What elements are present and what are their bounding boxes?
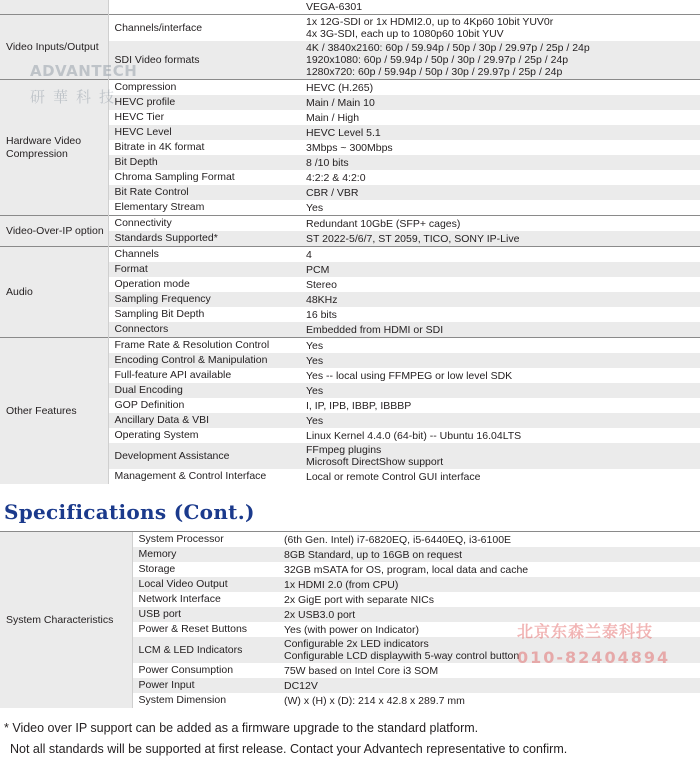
spec-value-line: 4 [306, 248, 312, 261]
spec-value-line: 1x 12G-SDI or 1x HDMI2.0, up to 4Kp60 10bit YUV0r [306, 16, 554, 28]
spec-label: Frame Rate & Resolution Control [108, 338, 302, 354]
spec-label: System Processor [132, 532, 280, 547]
spec-label: Sampling Bit Depth [108, 307, 302, 322]
spec-value-line: Redundant 10GbE (SFP+ cages) [306, 217, 461, 230]
spec-value-line: Configurable 2x LED indicators [284, 638, 429, 650]
spec-value [280, 562, 700, 577]
spec-value-line: 2x GigE port with separate NICs [284, 593, 434, 606]
spec-category [0, 0, 108, 15]
spec-label: Operating System [108, 428, 302, 443]
logo-chinese-text: 研華科技 [30, 88, 123, 106]
spec-value [280, 547, 700, 562]
spec-value [302, 322, 700, 338]
spec-value-line: 8GB Standard, up to 16GB on request [284, 548, 463, 561]
spec-value-line: 32GB mSATA for OS, program, local data and cache [284, 563, 529, 576]
spec-table-system-body [0, 532, 700, 708]
spec-row [0, 532, 700, 547]
spec-label: Bit Depth [108, 155, 302, 170]
spec-value [302, 170, 700, 185]
spec-category: Video Inputs/Output [0, 15, 108, 80]
spec-value [302, 353, 700, 368]
spec-value [280, 607, 700, 622]
spec-value [280, 577, 700, 592]
spec-value [302, 277, 700, 292]
spec-value [302, 110, 700, 125]
spec-category: Video-Over-IP option [0, 216, 108, 247]
spec-value-line: (6th Gen. Intel) i7-6820EQ, i5-6440EQ, i3-6100E [284, 533, 512, 546]
spec-value [302, 125, 700, 140]
spec-value-line: FFmpeg plugins [306, 444, 382, 456]
spec-value [302, 185, 700, 200]
spec-value [302, 307, 700, 322]
spec-label: Sampling Frequency [108, 292, 302, 307]
spec-value-line: 1920x1080: 60p / 59.94p / 50p / 30p / 29.97p / 25p / 24p [306, 54, 569, 66]
spec-value-line: 4:2:2 & 4:2:0 [306, 171, 366, 184]
spec-label: Management & Control Interface [108, 469, 302, 484]
spec-value [302, 80, 700, 96]
spec-category: System Characteristics [0, 532, 132, 708]
footnote-line-1: * Video over IP support can be added as a firmware upgrade to the standard platform. [4, 721, 479, 735]
spec-value [302, 338, 700, 354]
spec-label: Bit Rate Control [108, 185, 302, 200]
spec-value-line: Microsoft DirectShow support [306, 456, 444, 468]
spec-value-line: Main / High [306, 111, 360, 124]
spec-value-line: Yes [306, 339, 324, 352]
spec-value-line: Stereo [306, 278, 337, 291]
spec-row [0, 80, 700, 96]
spec-value-line: Local or remote Control GUI interface [306, 470, 481, 483]
spec-value-line: 8 /10 bits [306, 156, 349, 169]
spec-value-line: VEGA-6301 [306, 1, 363, 13]
spec-label: Power Consumption [132, 663, 280, 678]
section-title: Specifications (Cont.) [4, 500, 255, 524]
spec-category: Other Features [0, 338, 108, 485]
spec-value [302, 292, 700, 307]
spec-value [302, 41, 700, 80]
spec-label: LCM & LED Indicators [132, 637, 280, 663]
spec-value [280, 663, 700, 678]
spec-value-line: Embedded from HDMI or SDI [306, 323, 444, 336]
spec-value-line: 1280x720: 60p / 59.94p / 50p / 30p / 29.97p / 25p / 24p [306, 66, 563, 78]
spec-value-line: 16 bits [306, 308, 337, 321]
spec-label: Power & Reset Buttons [132, 622, 280, 637]
spec-value [302, 216, 700, 232]
spec-value-line: Yes [306, 354, 324, 367]
spec-label: Operation mode [108, 277, 302, 292]
spec-label: Power Input [132, 678, 280, 693]
spec-value-line: Yes [306, 414, 324, 427]
spec-value-line: 2x USB3.0 port [284, 608, 356, 621]
spec-value [302, 200, 700, 216]
spec-value-line: HEVC Level 5.1 [306, 126, 381, 139]
spec-label: Ancillary Data & VBI [108, 413, 302, 428]
spec-value [302, 469, 700, 484]
spec-value-line: Yes (with power on Indicator) [284, 623, 420, 636]
spec-value [280, 678, 700, 693]
spec-value [302, 262, 700, 277]
spec-value-line: Linux Kernel 4.4.0 (64-bit) -- Ubuntu 16.04LTS [306, 429, 522, 442]
spec-value-line: 4K / 3840x2160: 60p / 59.94p / 50p / 30p / 29.97p / 25p / 24p [306, 42, 590, 54]
spec-value-line: HEVC (H.265) [306, 81, 374, 94]
spec-value-line: 1x HDMI 2.0 (from CPU) [284, 578, 399, 591]
spec-label: Elementary Stream [108, 200, 302, 216]
spec-value-line: 3Mbps ~ 300Mbps [306, 141, 393, 154]
spec-row [0, 338, 700, 354]
watermark-phone: 010-82404894 [517, 648, 671, 667]
spec-category: Audio [0, 247, 108, 338]
spec-value [302, 15, 700, 42]
spec-label: Memory [132, 547, 280, 562]
spec-label: Storage [132, 562, 280, 577]
spec-value-line: PCM [306, 263, 330, 276]
spec-label: Bitrate in 4K format [108, 140, 302, 155]
spec-value [280, 693, 700, 708]
spec-label: Network Interface [132, 592, 280, 607]
spec-label: GOP Definition [108, 398, 302, 413]
spec-label: Local Video Output [132, 577, 280, 592]
spec-value-line: CBR / VBR [306, 186, 359, 199]
spec-value [302, 383, 700, 398]
watermark-company: 北京东森兰泰科技 [517, 622, 654, 641]
spec-value [302, 140, 700, 155]
spec-value-line: Main / Main 10 [306, 96, 375, 109]
spec-value [302, 428, 700, 443]
logo-text: ADVANTECH [30, 62, 138, 80]
spec-value [280, 532, 700, 547]
spec-label: Format [108, 262, 302, 277]
spec-value-line: 48KHz [306, 293, 338, 306]
spec-value-line: 4x 3G-SDI, each up to 1080p60 10bit YUV [306, 28, 504, 40]
spec-value [302, 247, 700, 263]
spec-label: Channels [108, 247, 302, 263]
spec-label: SDI Video formats [108, 41, 302, 80]
footnote-line-2: Not all standards will be supported at first release. Contact your Advantech representative to confirm. [10, 742, 568, 756]
spec-value-line: Yes -- local using FFMPEG or low level SDK [306, 369, 513, 382]
spec-value [302, 0, 700, 15]
spec-value [302, 398, 700, 413]
spec-value-line: Configurable LCD displaywith 5-way control button [284, 650, 520, 662]
spec-value [302, 95, 700, 110]
spec-category: Hardware Video Compression [0, 80, 108, 216]
spec-value-line: 75W based on Intel Core i3 SOM [284, 664, 439, 677]
spec-row [0, 0, 700, 15]
spec-label: Encoding Control & Manipulation [108, 353, 302, 368]
spec-value-line: (W) x (H) x (D): 214 x 42.8 x 289.7 mm [284, 694, 465, 707]
spec-label: Connectors [108, 322, 302, 338]
spec-value [302, 231, 700, 247]
spec-value [280, 637, 700, 663]
spec-label: USB port [132, 607, 280, 622]
spec-value [302, 155, 700, 170]
spec-row [0, 216, 700, 232]
spec-label: Channels/interface [108, 15, 302, 42]
spec-value-line: Yes [306, 201, 324, 214]
spec-value [280, 622, 700, 637]
spec-label: HEVC profile [108, 95, 302, 110]
spec-label: Compression [108, 80, 302, 96]
spec-label: HEVC Level [108, 125, 302, 140]
spec-label: System Dimension [132, 693, 280, 708]
spec-label: HEVC Tier [108, 110, 302, 125]
spec-label: Chroma Sampling Format [108, 170, 302, 185]
spec-row [0, 247, 700, 263]
spec-label: Full-feature API available [108, 368, 302, 383]
spec-label: Connectivity [108, 216, 302, 232]
spec-table-system [0, 532, 700, 708]
spec-value [302, 368, 700, 383]
spec-value-line: I, IP, IPB, IBBP, IBBBP [306, 399, 412, 412]
spec-value [302, 413, 700, 428]
spec-value-line: ST 2022-5/6/7, ST 2059, TICO, SONY IP-Live [306, 232, 520, 245]
spec-row [0, 15, 700, 42]
spec-value-line: DC12V [284, 679, 318, 692]
spec-label: Dual Encoding [108, 383, 302, 398]
spec-label [108, 0, 302, 15]
spec-value [302, 443, 700, 469]
spec-value [280, 592, 700, 607]
spec-value-line: Yes [306, 384, 324, 397]
spec-label: Development Assistance [108, 443, 302, 469]
spec-label: Standards Supported* [108, 231, 302, 247]
